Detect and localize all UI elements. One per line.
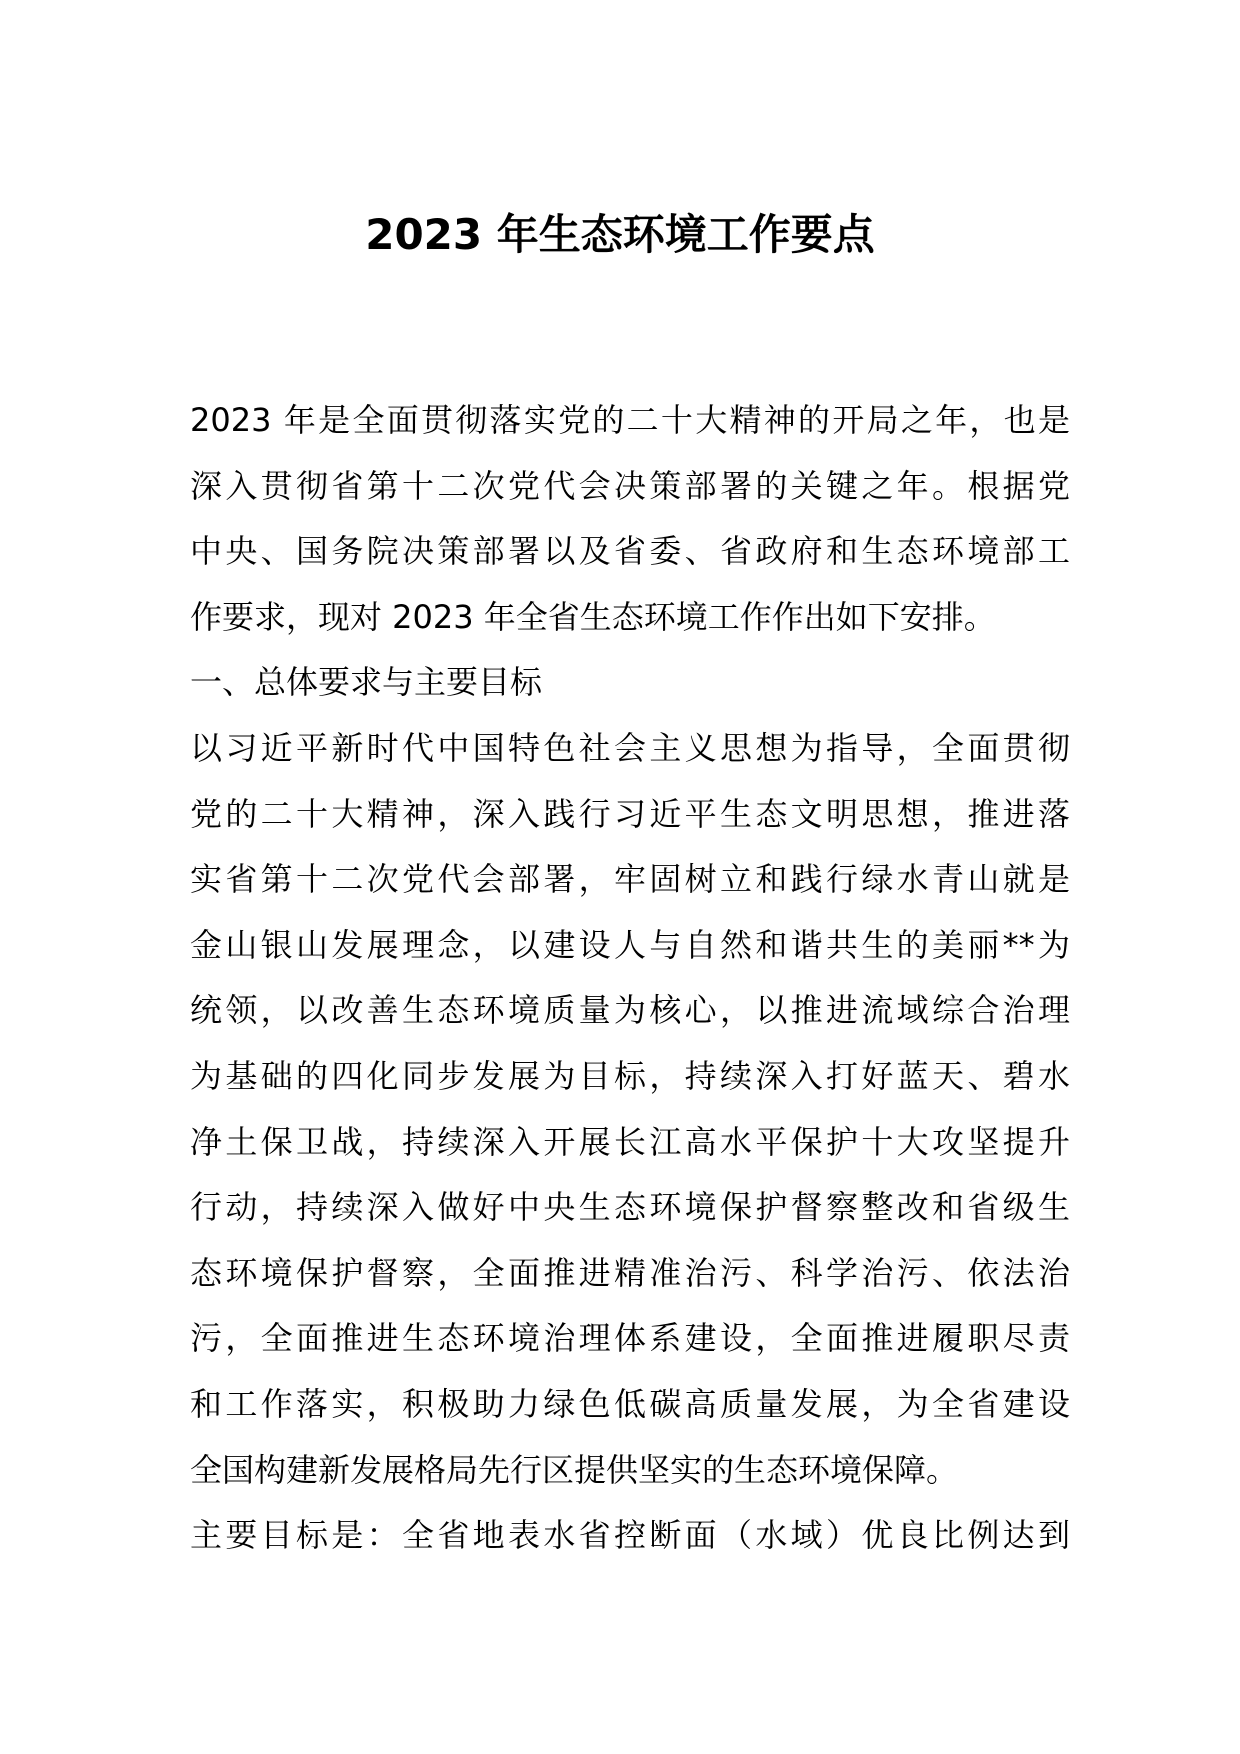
paragraph-line: 以习近平新时代中国特色社会主义思想为指导，全面贯彻 — [190, 728, 1070, 767]
paragraph-line: 为基础的四化同步发展为目标，持续深入打好蓝天、碧水 — [190, 1056, 1070, 1095]
document-body — [190, 388, 1070, 1569]
paragraph-line: 和工作落实，积极助力绿色低碳高质量发展，为全省建设 — [190, 1384, 1070, 1423]
paragraph-line: 污，全面推进生态环境治理体系建设，全面推进履职尽责 — [190, 1319, 1070, 1358]
paragraph-line: 中央、国务院决策部署以及省委、省政府和生态环境部工 — [190, 532, 1070, 571]
paragraph-line: 深入贯彻省第十二次党代会决策部署的关键之年。根据党 — [190, 466, 1070, 505]
paragraph-line: 行动，持续深入做好中央生态环境保护督察整改和省级生 — [190, 1188, 1070, 1227]
paragraph-line: 作要求，现对 2023 年全省生态环境工作作出如下安排。 — [190, 597, 996, 636]
paragraph-line: 实省第十二次党代会部署，牢固树立和践行绿水青山就是 — [190, 860, 1070, 899]
paragraph-line: 金山银山发展理念，以建设人与自然和谐共生的美丽**为 — [190, 925, 1070, 964]
paragraph-line: 全国构建新发展格局先行区提供坚实的生态环境保障。 — [190, 1450, 959, 1489]
paragraph-line: 净土保卫战，持续深入开展长江高水平保护十大攻坚提升 — [190, 1122, 1070, 1161]
paragraph-line: 主要目标是：全省地表水省控断面（水域）优良比例达到 — [190, 1516, 1070, 1555]
section-heading: 一、总体要求与主要目标 — [190, 663, 543, 702]
paragraph-line: 2023 年是全面贯彻落实党的二十大精神的开局之年，也是 — [190, 401, 1070, 439]
paragraph-line: 统领，以改善生态环境质量为核心，以推进流域综合治理 — [190, 991, 1070, 1030]
paragraph-line: 态环境保护督察，全面推进精准治污、科学治污、依法治 — [190, 1253, 1070, 1292]
document-title: 2023 年生态环境工作要点 — [365, 210, 875, 259]
paragraph-line: 党的二十大精神，深入践行习近平生态文明思想，推进落 — [190, 794, 1070, 833]
